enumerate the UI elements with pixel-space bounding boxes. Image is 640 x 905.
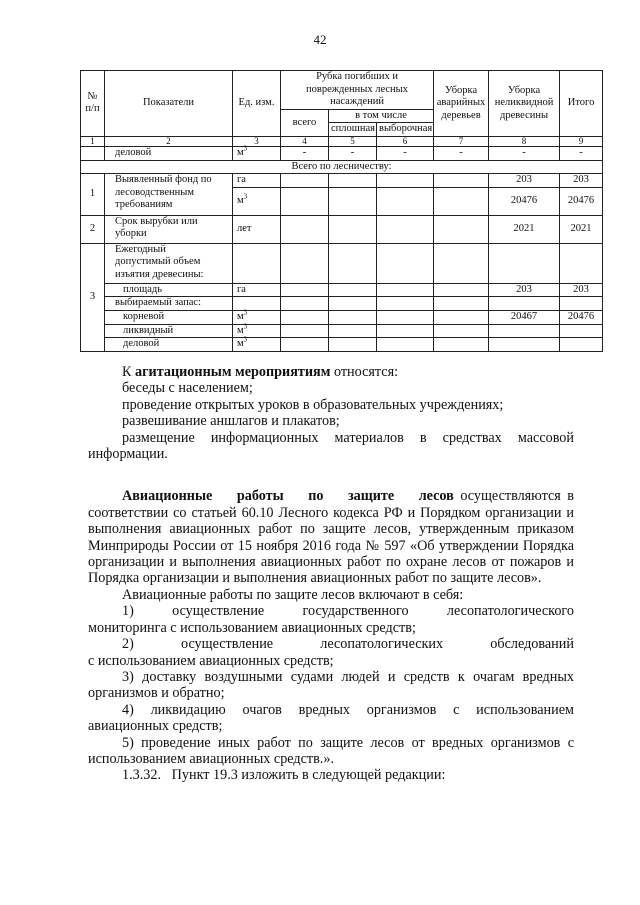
body-text — [88, 364, 574, 784]
header-felling: Рубка погибших и поврежденных лесных насаждений — [281, 71, 434, 110]
cell-empty — [81, 146, 105, 160]
section-title: Всего по лесничеству: — [81, 160, 603, 174]
col-number: 9 — [560, 136, 603, 146]
header-selective: выборочная — [377, 123, 434, 137]
header-illiquid: Уборка неликвидной древесины — [489, 71, 560, 137]
cell-value: 203 — [489, 174, 560, 188]
forest-data-table — [80, 70, 603, 352]
header-including: в том числе — [329, 109, 434, 123]
paragraph: проведение открытых уроков в образовательных учреждениях; — [122, 396, 504, 413]
row-unit: $м^3$ — [233, 310, 281, 324]
header-unit: Ед. изм. — [233, 71, 281, 137]
list-item: 3) доставку воздушными судами людей и средств к очагам вредных организмов и обратно; — [88, 668, 574, 702]
cell-value: 20476 — [560, 310, 603, 324]
row-unit: га — [233, 283, 281, 297]
paragraph: размещение информационных материалов в средствах массовой информации. — [88, 429, 574, 463]
list-item: 5) проведение иных работ по защите лесов от вредных организмов с использованием авиационных средств.». — [88, 734, 574, 767]
cell-dash: - — [329, 146, 377, 160]
row-number: 2 — [81, 215, 105, 243]
cell-dash: - — [281, 146, 329, 160]
col-number: 7 — [434, 136, 489, 146]
paragraph: Авиационные работы по защите лесов включают в себя: — [122, 586, 464, 603]
paragraph: К агитационным мероприятиям относятся: — [122, 364, 399, 380]
cell-value: 20476 — [560, 187, 603, 215]
row-label: ликвидный — [105, 324, 233, 338]
header-sum: Итого — [560, 71, 603, 137]
cell-dash: - — [377, 146, 434, 160]
col-number: 8 — [489, 136, 560, 146]
list-item: 4) ликвидацию очагов вредных организмов с использованием авиационных средств; — [88, 701, 574, 735]
row-label: корневой — [105, 310, 233, 324]
page-number: 42 — [313, 32, 327, 47]
row-unit: лет — [233, 215, 281, 243]
paragraph: беседы с населением; — [122, 380, 253, 397]
header-num: № п/п — [81, 71, 105, 137]
row-label: Срок вырубки или уборки — [105, 215, 233, 243]
col-number: 6 — [377, 136, 434, 146]
header-indicators: Показатели — [105, 71, 233, 137]
paragraph: 1.3.32. Пункт 19.3 изложить в следующей редакции: — [122, 767, 446, 784]
col-number: 4 — [281, 136, 329, 146]
row-label: площадь — [105, 283, 233, 297]
col-number: 5 — [329, 136, 377, 146]
cell-dash: - — [434, 146, 489, 160]
paragraph: мониторинга с использованием авиационных средств; — [88, 619, 416, 636]
cell-value: 203 — [560, 283, 603, 297]
paragraph: Авиационные работы по защите лесов осуществляются в соответствии со статьей 60.10 Лесного кодекса РФ и Порядком организации и выполнения авиационных работ по защите лесов, утвержденным приказом Минприроды России от 15 ноября 2016 года № 597 «Об утверждении Порядка организации и выполнения авиационных работ по охране лесов от пожаров и Порядка организации и выполнения авиационных работ по защите лесов». — [88, 488, 574, 587]
col-number: 3 — [233, 136, 281, 146]
row-label: Ежегодный допустимый объем изъятия древесины: — [105, 243, 233, 283]
cell-dash: - — [489, 146, 560, 160]
cell-dash: - — [560, 146, 603, 160]
row-label: деловой — [105, 146, 233, 160]
paragraph: с использованием авиационных средств; — [88, 652, 334, 669]
cell-value: 203 — [489, 283, 560, 297]
row-unit: $м^3$ — [233, 187, 281, 215]
cell-value: 20467 — [489, 310, 560, 324]
row-number: 1 — [81, 174, 105, 216]
header-emergency: Уборка аварийных деревьев — [434, 71, 489, 137]
row-unit: га — [233, 174, 281, 188]
cell-value: 20476 — [489, 187, 560, 215]
row-label: выбираемый запас: — [105, 297, 233, 311]
header-clear: сплошная — [329, 123, 377, 137]
list-item: 2) осуществление лесопатологических обследований — [122, 636, 574, 653]
cell-value: 2021 — [560, 215, 603, 243]
cell-value: 2021 — [489, 215, 560, 243]
paragraph: развешивание аншлагов и плакатов; — [122, 413, 340, 430]
col-number: 2 — [105, 136, 233, 146]
row-unit: $м^3$ — [233, 324, 281, 338]
row-label: Выявленный фонд по лесоводственным требованиям — [105, 174, 233, 216]
cell-value: 203 — [560, 174, 603, 188]
header-total: всего — [281, 109, 329, 136]
row-label: деловой — [105, 338, 233, 352]
row-number: 3 — [81, 243, 105, 351]
col-number: 1 — [81, 136, 105, 146]
list-item: 1) осуществление государственного лесопатологического — [122, 603, 574, 620]
row-unit: $м^3$ — [233, 146, 281, 160]
row-unit: $м^3$ — [233, 338, 281, 352]
